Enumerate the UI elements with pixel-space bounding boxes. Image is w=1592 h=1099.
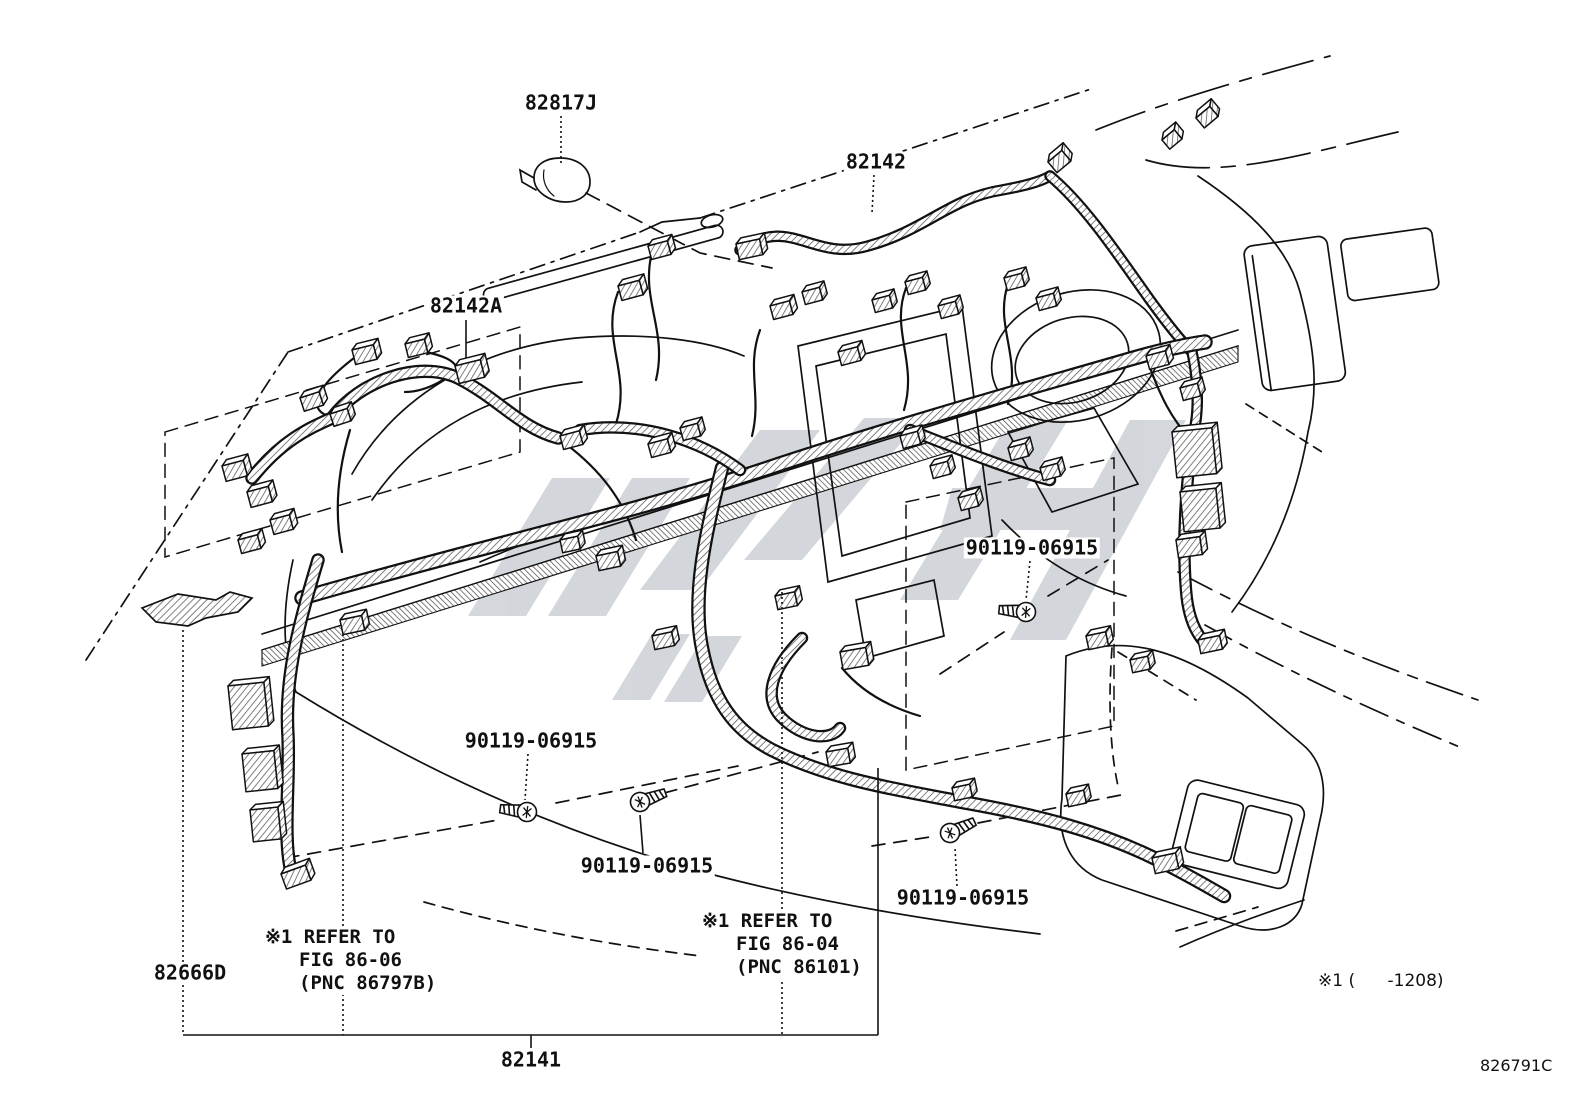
part-label-82817J: 82817J xyxy=(524,90,598,115)
part-label-screw-1: 90119-06915 xyxy=(965,535,1099,560)
part-label-refer-86-06: ※1 REFER TO FIG 86-06 (PNC 86797B) xyxy=(265,926,437,994)
applicability-note: ※1 ( -1208) xyxy=(1318,971,1444,991)
part-label-82142A: 82142A xyxy=(429,293,503,318)
part-label-screw-2: 90119-06915 xyxy=(464,728,598,753)
part-label-refer-86-04: ※1 REFER TO FIG 86-04 (PNC 86101) xyxy=(702,910,862,978)
part-label-screw-4: 90119-06915 xyxy=(896,885,1030,910)
part-label-82142: 82142 xyxy=(845,149,907,174)
part-label-82141: 82141 xyxy=(500,1047,562,1072)
part-label-screw-3: 90119-06915 xyxy=(580,853,714,878)
part-label-82666D: 82666D xyxy=(153,960,227,985)
sheet-code: 826791C xyxy=(1480,1056,1553,1075)
screws xyxy=(499,600,1036,845)
